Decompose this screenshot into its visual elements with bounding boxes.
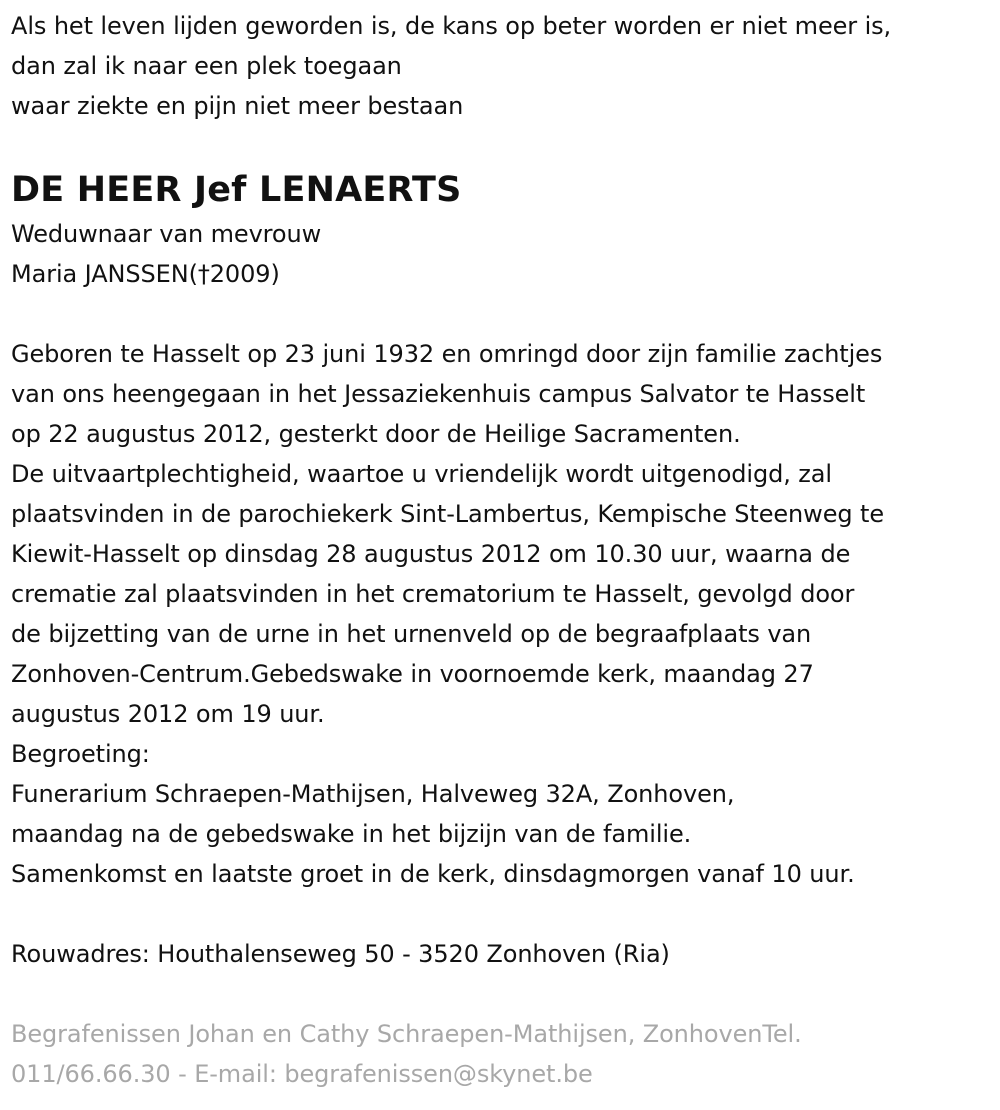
poem-line: dan zal ik naar een plek toegaan [11,52,402,80]
spouse-line: Maria JANSSEN(†2009) [11,260,280,288]
body-line: de bijzetting van de urne in het urnenveld op de begraafplaats van [11,620,812,648]
deceased-name: DE HEER Jef LENAERTS [11,170,462,210]
body-line: Kiewit-Hasselt op dinsdag 28 augustus 2012 om 10.30 uur, waarna de [11,540,851,568]
body-line: Geboren te Hasselt op 23 juni 1932 en omringd door zijn familie zachtjes [11,340,883,368]
body-line: Begroeting: [11,740,150,768]
poem-line: waar ziekte en pijn niet meer bestaan [11,92,464,120]
body-line: Samenkomst en laatste groet in de kerk, dinsdagmorgen vanaf 10 uur. [11,860,855,888]
body-line: crematie zal plaatsvinden in het crematorium te Hasselt, gevolgd door [11,580,855,608]
body-line: De uitvaartplechtigheid, waartoe u vriendelijk wordt uitgenodigd, zal [11,460,832,488]
poem [11,6,990,126]
body-line: plaatsvinden in de parochiekerk Sint-Lambertus, Kempische Steenweg te [11,500,885,528]
body-line: op 22 augustus 2012, gesterkt door de Heilige Sacramenten. [11,420,741,448]
body-line: van ons heengegaan in het Jessaziekenhuis campus Salvator te Hasselt [11,380,866,408]
body-line: maandag na de gebedswake in het bijzijn van de familie. [11,820,692,848]
footer-line: Begrafenissen Johan en Cathy Schraepen-Mathijsen, ZonhovenTel. [11,1020,802,1048]
funeral-home-footer [11,1014,990,1094]
poem-line: Als het leven lijden geworden is, de kans op beter worden er niet meer is, [11,12,892,40]
spacer [11,974,990,1014]
relation-line: Weduwnaar van mevrouw [11,220,322,248]
body-line: augustus 2012 om 19 uur. [11,700,325,728]
spacer [11,894,990,934]
body-line: Zonhoven-Centrum.Gebedswake in voornoemde kerk, maandag 27 [11,660,814,688]
body-line: Funerarium Schraepen-Mathijsen, Halveweg 32A, Zonhoven, [11,780,735,808]
footer-line: 011/66.66.30 - E-mail: begrafenissen@skynet.be [11,1060,593,1088]
spacer [11,294,990,334]
mourning-address: Rouwadres: Houthalenseweg 50 - 3520 Zonhoven (Ria) [11,940,670,968]
obituary-body [11,334,990,894]
